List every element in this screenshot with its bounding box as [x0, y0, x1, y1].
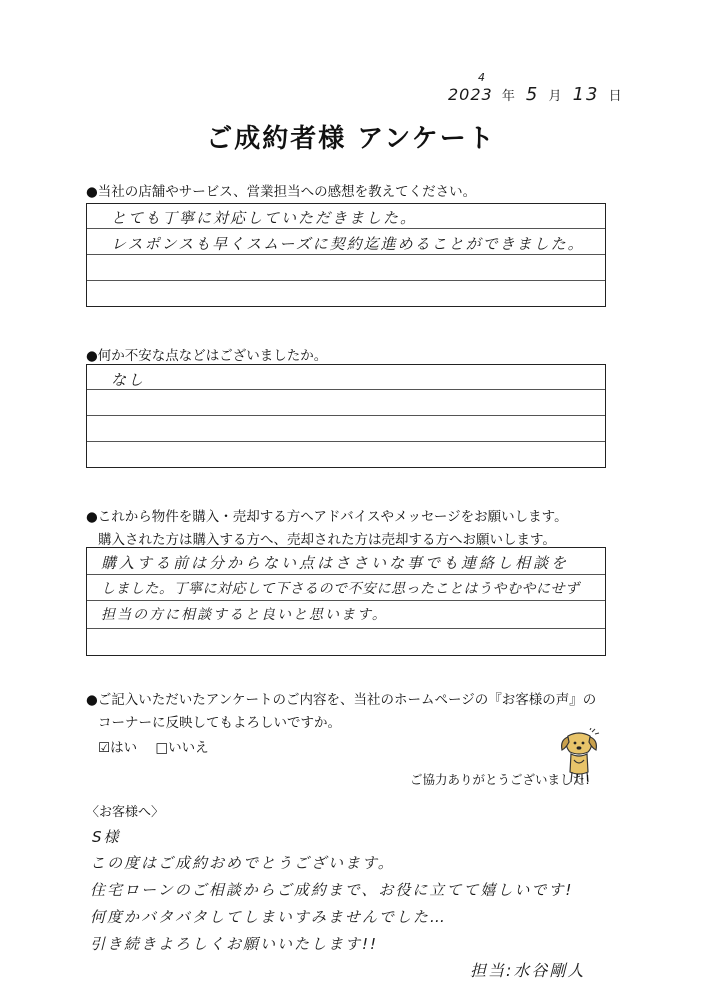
- q2-answer-box: [86, 364, 606, 468]
- date-year-correction: 4: [478, 71, 486, 84]
- reply-heading: 〈お客様へ〉: [86, 805, 165, 820]
- reply-line: 住宅ローンのご相談からご成約まで、お役に立てて嬉しいです!: [90, 881, 574, 899]
- reply-line: この度はご成約おめでとうございます。: [90, 854, 395, 872]
- q3-question: ●これから物件を購入・売却する方へアドバイスやメッセージをお願いします。: [86, 509, 568, 525]
- reply-line: 何度かバタバタしてしまいすみませんでした…: [90, 908, 447, 926]
- q1-rule: [87, 280, 605, 281]
- date-day-label: 日: [608, 89, 624, 104]
- consent-options: [98, 736, 223, 756]
- q2-question: ●何か不安な点などはございましたか。: [86, 348, 328, 364]
- q3-rule: [87, 628, 605, 629]
- date-year-value: 2023: [448, 85, 493, 104]
- date-month: 5: [525, 84, 540, 105]
- q2-rule: [87, 389, 605, 390]
- date: [448, 71, 626, 105]
- reply-line: 引き続きよろしくお願いいたします!!: [90, 935, 379, 953]
- date-year: [448, 71, 493, 104]
- q3-answer-box: [86, 547, 606, 656]
- q1-answer-line: とても丁寧に対応していただきました。: [111, 209, 418, 227]
- q1-answer-box: [86, 203, 606, 307]
- reply-line: S様: [92, 828, 121, 846]
- q1-answer-line: レスポンスも早くスムーズに契約迄進めることができました。: [111, 235, 585, 253]
- q3-subtext: 購入された方は購入する方へ、売却された方は売却する方へお願いします。: [98, 532, 556, 548]
- q4-question-line1: ●ご記入いただいたアンケートのご内容を、当社のホームページの『お客様の声』の: [86, 692, 597, 708]
- q3-rule: [87, 574, 605, 575]
- consent-yes-checkbox[interactable]: ☑はい: [98, 740, 138, 756]
- q1-rule: [87, 228, 605, 229]
- q3-answer-line: 担当の方に相談すると良いと思います。: [101, 607, 388, 623]
- q3-answer-line: 購入する前は分からない点はささいな事でも連絡し相談を: [101, 554, 570, 572]
- consent-no-checkbox[interactable]: □いいえ: [155, 740, 209, 756]
- staff-signature: 担当:水谷剛人: [470, 961, 586, 980]
- date-day: 13: [572, 84, 600, 105]
- q4-question-line2: コーナーに反映してもよろしいですか。: [98, 715, 341, 731]
- thanks-message: ご協力ありがとうございました!: [410, 772, 591, 787]
- q3-rule: [87, 600, 605, 601]
- q2-answer-line: なし: [111, 371, 146, 389]
- q2-rule: [87, 441, 605, 442]
- q1-question: ●当社の店舗やサービス、営業担当への感想を教えてください。: [86, 184, 477, 200]
- q2-rule: [87, 415, 605, 416]
- q1-rule: [87, 254, 605, 255]
- q3-answer-line: しました。丁寧に対応して下さるので不安に思ったことはうやむやにせず: [101, 581, 580, 597]
- date-month-label: 月: [548, 89, 564, 104]
- page-title: ご成約者様 アンケート: [206, 124, 496, 154]
- date-year-label: 年: [501, 89, 517, 104]
